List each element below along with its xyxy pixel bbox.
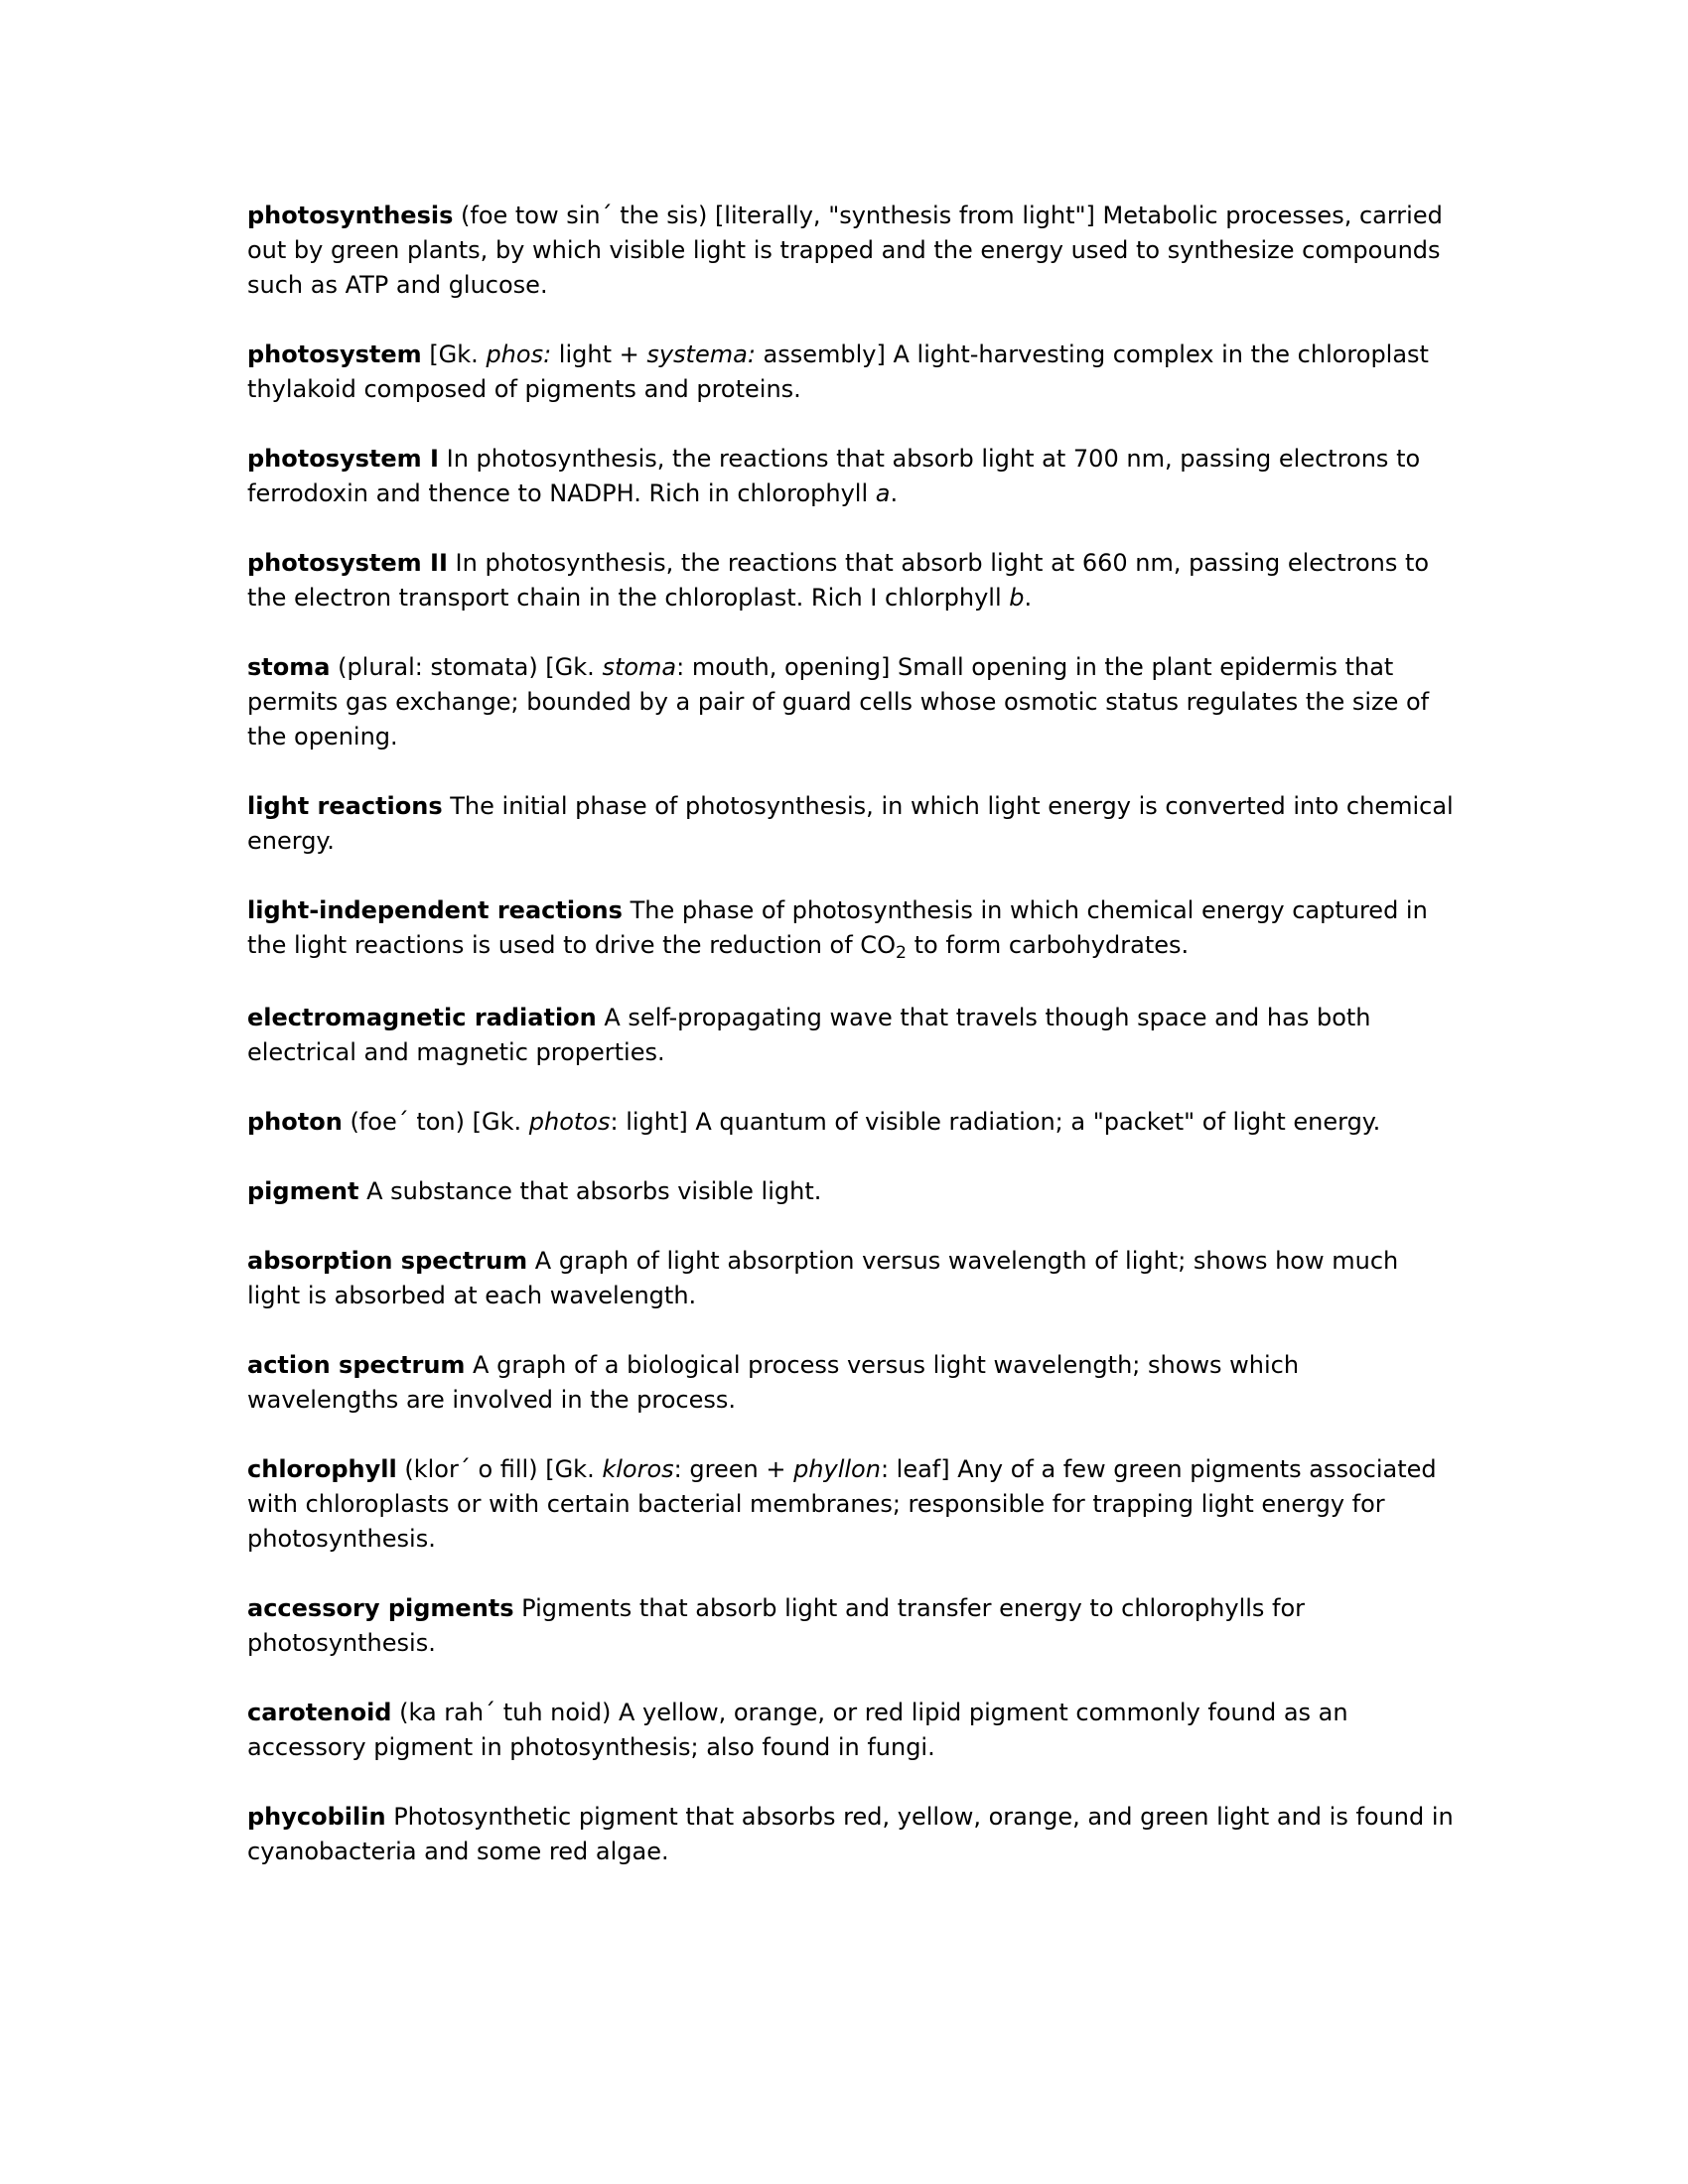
definition-text: In photosynthesis, the reactions that absorb light at 660 nm, passing electrons to the electron transport chain in the chloroplast. Rich I chlorphyll [247, 549, 1430, 612]
definition-text: phyllon [793, 1455, 881, 1483]
glossary-term: absorption spectrum [247, 1247, 528, 1275]
definition-text: (plural: stomata) [Gk. [330, 653, 603, 681]
glossary-entry [247, 338, 1454, 407]
definition-text: systema: [646, 341, 756, 368]
glossary-term: carotenoid [247, 1699, 392, 1726]
glossary-entry [247, 199, 1454, 303]
glossary-term: photosynthesis [247, 202, 454, 229]
definition-text: . [1024, 584, 1033, 612]
glossary-term: photosystem [247, 341, 422, 368]
glossary-term: action spectrum [247, 1351, 466, 1379]
definition-text: (foe´ ton) [Gk. [342, 1108, 529, 1136]
glossary-entry [247, 546, 1454, 615]
glossary-entry [247, 1452, 1454, 1557]
glossary-entry [247, 1001, 1454, 1070]
glossary-term: accessory pigments [247, 1594, 514, 1622]
glossary-entry [247, 1800, 1454, 1869]
glossary-entry [247, 1348, 1454, 1418]
definition-text: photos [528, 1108, 611, 1136]
definition-text: 2 [895, 942, 907, 963]
definition-text: : leaf] Any of a few green pigments associated with chloroplasts or with certain bacterial membranes; responsible for trapping light energy for photosynthesis. [247, 1455, 1437, 1553]
definition-text: light + [551, 341, 647, 368]
glossary-entry [247, 442, 1454, 511]
definition-text: The initial phase of photosynthesis, in which light energy is converted into chemical energy. [247, 792, 1454, 855]
definition-text: . [890, 479, 899, 507]
definition-text: A graph of a biological process versus light wavelength; shows which wavelengths are involved in the process. [247, 1351, 1300, 1414]
definition-text: In photosynthesis, the reactions that absorb light at 700 nm, passing electrons to ferrodoxin and thence to NADPH. Rich in chlorophyll [247, 445, 1421, 507]
definition-text: A self-propagating wave that travels though space and has both electrical and magnetic properties. [247, 1004, 1371, 1066]
definition-text: : light] A quantum of visible radiation; a "packet" of light energy. [610, 1108, 1381, 1136]
glossary-term: stoma [247, 653, 331, 681]
definition-text: The phase of photosynthesis in which chemical energy captured in the light reactions is used to drive the reduction of CO [247, 896, 1428, 959]
glossary-entry [247, 789, 1454, 859]
definition-text: (ka rah´ tuh noid) A yellow, orange, or red lipid pigment commonly found as an accessory pigment in photosynthesis; also found in fungi. [247, 1699, 1348, 1761]
glossary-term: light-independent reactions [247, 896, 623, 924]
glossary-entry [247, 1244, 1454, 1313]
glossary-term: light reactions [247, 792, 443, 820]
glossary-term: phycobilin [247, 1803, 386, 1831]
definition-text: : green + [673, 1455, 794, 1483]
glossary-term: photosystem I [247, 445, 439, 473]
definition-text: Photosynthetic pigment that absorbs red, yellow, orange, and green light and is found in cyanobacteria and some red algae. [247, 1803, 1454, 1865]
glossary-entry [247, 1591, 1454, 1661]
glossary-term: photosystem II [247, 549, 448, 577]
glossary-entry [247, 1696, 1454, 1765]
glossary-term: chlorophyll [247, 1455, 397, 1483]
definition-text: Pigments that absorb light and transfer energy to chlorophylls for photosynthesis. [247, 1594, 1306, 1657]
glossary-term: electromagnetic radiation [247, 1004, 597, 1031]
glossary-entry [247, 1105, 1454, 1140]
definition-text: A substance that absorbs visible light. [358, 1177, 822, 1205]
definition-text: : mouth, opening] Small opening in the plant epidermis that permits gas exchange; bounded by a pair of guard cells whose osmotic status regulates the size of the opening. [247, 653, 1430, 751]
definition-text: phos: [486, 341, 552, 368]
definition-text: kloros [602, 1455, 674, 1483]
glossary-entry [247, 650, 1454, 754]
definition-text: a [875, 479, 891, 507]
definition-text: A graph of light absorption versus wavelength of light; shows how much light is absorbed at each wavelength. [247, 1247, 1399, 1309]
definition-text: (klor´ o fill) [Gk. [396, 1455, 603, 1483]
glossary-term: photon [247, 1108, 343, 1136]
glossary-term: pigment [247, 1177, 359, 1205]
glossary-entries [247, 199, 1454, 1904]
glossary-entry [247, 1174, 1454, 1209]
glossary-entry [247, 893, 1454, 966]
definition-text: b [1009, 584, 1025, 612]
definition-text: assembly] A light-harvesting complex in the chloroplast thylakoid composed of pigments and proteins. [247, 341, 1429, 403]
definition-text: stoma [602, 653, 677, 681]
definition-text: (foe tow sin´ the sis) [literally, "synthesis from light"] Metabolic processes, carried out by green plants, by which visible light is trapped and the energy used to synthesize compounds such as ATP and glucose. [247, 202, 1443, 299]
definition-text: to form carbohydrates. [906, 931, 1190, 959]
definition-text: [Gk. [421, 341, 487, 368]
